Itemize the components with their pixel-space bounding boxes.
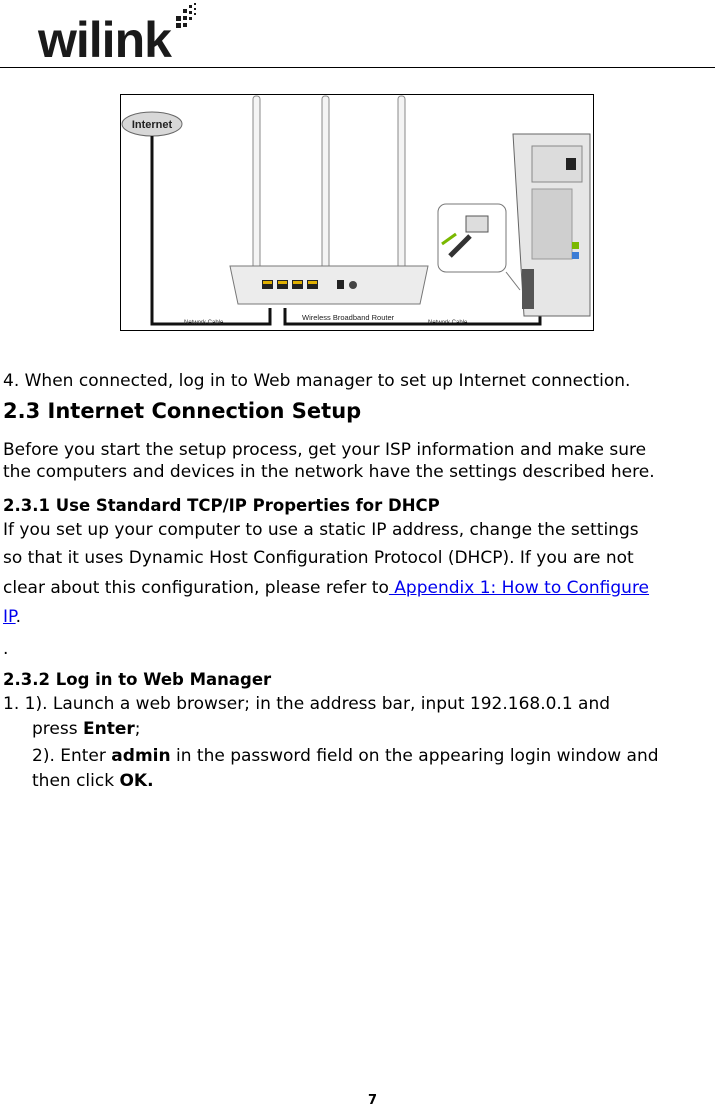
login-step-2-line-2 bbox=[32, 770, 715, 792]
intro-line-2: the computers and devices in the network have the settings described here. bbox=[3, 462, 655, 482]
step-4-text: 4. When connected, log in to Web manager to set up Internet connection. bbox=[3, 371, 631, 391]
svg-text:Network Cable: Network Cable bbox=[184, 320, 224, 326]
dhcp-line-1: If you set up your computer to use a static IP address, change the settings bbox=[3, 520, 639, 540]
enter-text: 2). Enter bbox=[32, 746, 112, 766]
stray-dot: . bbox=[3, 639, 9, 659]
enter-key-text: Enter bbox=[82, 719, 135, 739]
subsection-heading-login: 2.3.2 Log in to Web Manager bbox=[3, 670, 272, 689]
page-header bbox=[0, 0, 715, 68]
dhcp-line-4-period: . bbox=[15, 607, 22, 627]
intro-line-1: Before you start the setup process, get your ISP information and make sure bbox=[3, 440, 647, 460]
then-click-text: then click bbox=[32, 771, 120, 791]
svg-text:Internet: Internet bbox=[131, 119, 173, 131]
dhcp-line-2: so that it uses Dynamic Host Configuration Protocol (DHCP). If you are not bbox=[3, 548, 634, 568]
dhcp-line-3-text: clear about this configuration, please refer to bbox=[3, 578, 389, 598]
svg-text:Network Cable: Network Cable bbox=[428, 320, 468, 326]
internet-cloud-icon bbox=[122, 112, 182, 136]
login-step-1-line-2 bbox=[32, 718, 715, 740]
appendix-link[interactable]: Appendix 1: How to Configure bbox=[388, 578, 650, 598]
login-step-2-line-1 bbox=[32, 745, 715, 767]
section-heading: 2.3 Internet Connection Setup bbox=[3, 399, 362, 423]
admin-text: admin bbox=[111, 746, 171, 766]
press-text: press bbox=[32, 719, 83, 739]
logo-text: wilink bbox=[38, 12, 171, 64]
dhcp-line-3 bbox=[3, 577, 715, 599]
login-step-1-line-1: 1. 1). Launch a web browser; in the address bar, input 192.168.0.1 and bbox=[3, 694, 611, 714]
router-connection-figure bbox=[120, 94, 594, 331]
computer-tower-icon bbox=[513, 134, 590, 316]
password-field-text: in the password field on the appearing login window and bbox=[170, 746, 659, 766]
wilink-logo bbox=[36, 2, 206, 64]
subsection-heading-dhcp: 2.3.1 Use Standard TCP/IP Properties for DHCP bbox=[3, 496, 440, 515]
page-number: 7 bbox=[367, 1093, 378, 1108]
ok-text: OK. bbox=[119, 771, 154, 791]
dhcp-line-4 bbox=[3, 606, 715, 628]
router-icon bbox=[230, 266, 428, 304]
svg-text:Wireless Broadband Router: Wireless Broadband Router bbox=[302, 313, 395, 322]
header-rule bbox=[0, 67, 715, 68]
appendix-link-continued[interactable]: IP bbox=[3, 607, 16, 627]
semicolon-text: ; bbox=[134, 719, 141, 739]
